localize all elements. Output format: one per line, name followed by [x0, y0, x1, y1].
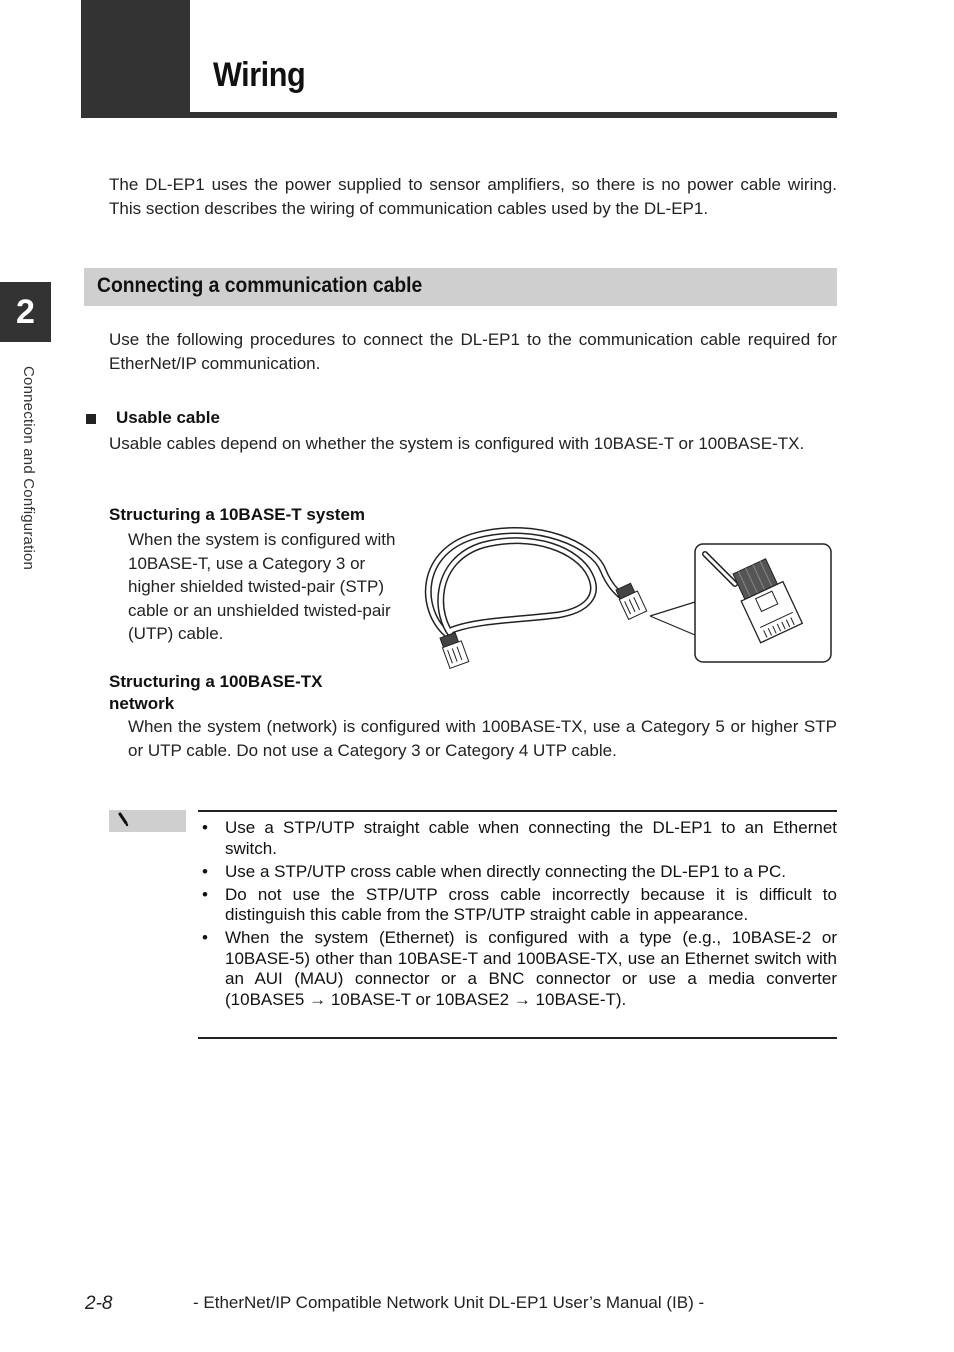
magnified-plug	[695, 544, 831, 662]
chapter-tab: 2	[0, 282, 51, 342]
10base-t-text: When the system is configured with 10BASE-T, use a Category 3 or higher shielded twisted-pair (STP) cable or an unshielded twisted-pair (UTP) cable.	[128, 530, 396, 643]
section-heading: Connecting a communication cable	[97, 274, 423, 297]
coiled-cable	[428, 530, 630, 638]
left-rj45-plug	[439, 632, 469, 669]
100base-tx-text: When the system (network) is configured with 100BASE-TX, use a Category 5 or higher STP or UTP cable. Do not use a Category 3 or Category 4 UTP cable.	[128, 717, 837, 760]
callout-lines	[650, 602, 695, 635]
bullet-icon: •	[202, 818, 208, 837]
header-dark-block	[81, 0, 190, 118]
pencil-icon	[114, 810, 134, 832]
note-list	[199, 818, 837, 1013]
footer-page-number: 2-8	[85, 1293, 113, 1314]
right-rj45-plug	[615, 582, 647, 619]
bullet-icon: •	[202, 861, 208, 881]
intro-paragraph: The DL-EP1 uses the power supplied to sensor amplifiers, so there is no power cable wiring. This section describes the wiring of communication cables used by the DL-EP1.	[109, 175, 837, 218]
note-item: • Do not use the STP/UTP cross cable incorrectly because it is difficult to distinguish this cable from the STP/UTP straight cable in appearance.	[202, 884, 837, 924]
note-top-rule	[198, 810, 837, 812]
page-title: Wiring	[213, 56, 306, 94]
note-item: • When the system (Ethernet) is configured with a type (e.g., 10BASE-2 or 10BASE-5) other than 10BASE-T and 100BASE-TX, use an Ethernet switch with an AUI (MAU) connector or a BNC connector or use a media converter (10BASE5 → 10BASE-T or 10BASE2 → 10BASE-T).	[202, 928, 837, 1009]
note-item: • Use a STP/UTP straight cable when connecting the DL-EP1 to an Ethernet switch.	[202, 818, 837, 858]
chapter-label: Connection and Configuration	[20, 366, 37, 571]
footer-manual-title: - EtherNet/IP Compatible Network Unit DL-EP1 User’s Manual (IB) -	[193, 1293, 705, 1312]
cable-illustration	[418, 520, 838, 680]
bullet-icon: •	[202, 884, 208, 904]
usable-cable-description: Usable cables depend on whether the system is configured with 10BASE-T or 100BASE-TX.	[109, 434, 805, 453]
section-description: Use the following procedures to connect the DL-EP1 to the communication cable required for EtherNet/IP communication.	[109, 330, 837, 373]
header-rule	[81, 112, 837, 118]
10base-t-heading: Structuring a 10BASE-T system	[109, 505, 366, 524]
square-bullet-icon	[86, 414, 96, 424]
note-tag	[109, 810, 186, 832]
note-item: • Use a STP/UTP cross cable when directly connecting the DL-EP1 to a PC.	[202, 861, 786, 881]
bullet-icon: •	[202, 928, 208, 947]
usable-cable-heading: Usable cable	[116, 408, 220, 427]
100base-tx-heading: Structuring a 100BASE-TX network	[109, 672, 323, 713]
note-bottom-rule	[198, 1037, 837, 1039]
